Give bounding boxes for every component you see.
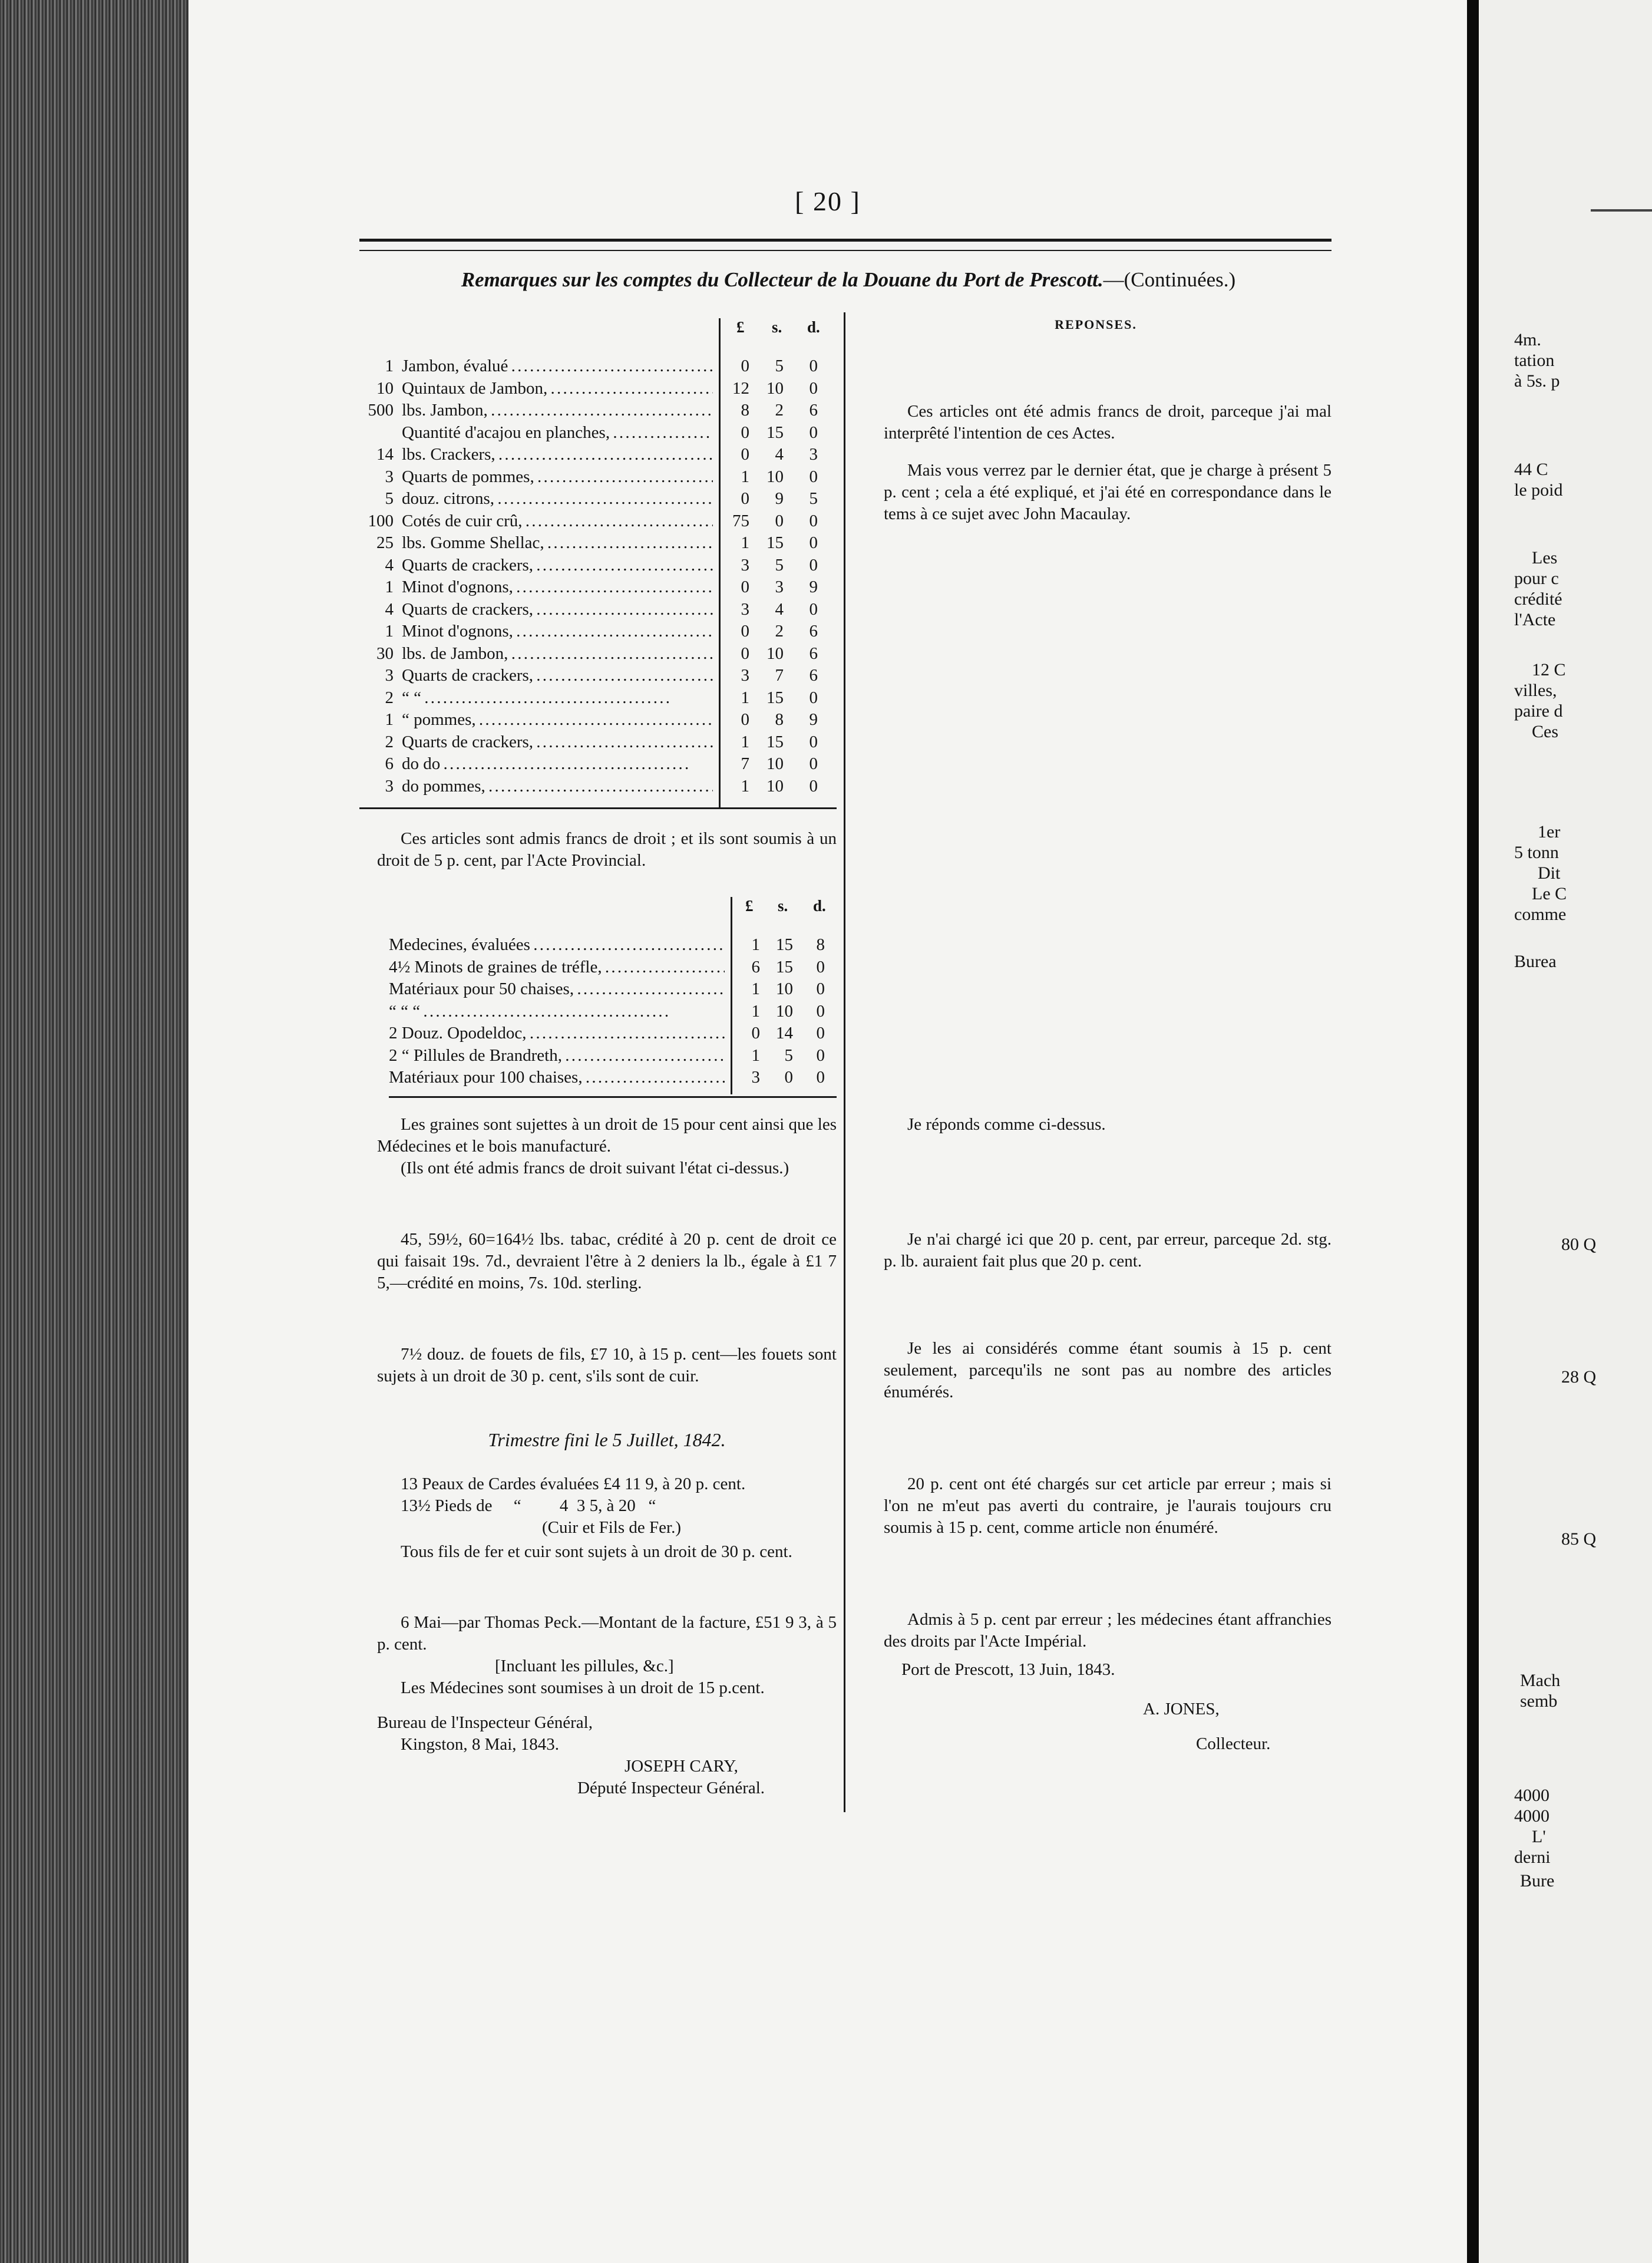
answer-1 (884, 401, 1331, 525)
row-pence: 0 (816, 1001, 825, 1021)
row-pence: 0 (809, 357, 818, 375)
row-shillings: 2 (775, 622, 784, 641)
row-pounds: 1 (741, 732, 749, 751)
row-pence: 0 (809, 776, 818, 796)
row-shillings: 10 (766, 378, 784, 398)
facing-page-text-fragment: paire d (1514, 701, 1563, 721)
row-item: lbs. Jambon, . . . (402, 401, 713, 420)
row-item: douz. citrons, . . . (402, 489, 713, 509)
facing-page-text-fragment: 4m. (1514, 330, 1541, 349)
row-pence: 0 (809, 533, 818, 552)
row-pounds: 1 (741, 533, 749, 552)
answer-5-text: Je les ai considérés comme étant soumis à 15 p. cent seulement, parcequ'ils ne sont pas au nombre des articles énumérés. (884, 1339, 1331, 1401)
row-quantity: 10 (376, 378, 394, 398)
row-shillings: 5 (775, 555, 784, 575)
row-quantity: 6 (385, 754, 394, 773)
remark-7-text: 6 Mai—par Thomas Peck.—Montant de la facture, £51 9 3, à 5 p. cent. (377, 1613, 837, 1654)
row-shillings: 10 (766, 467, 784, 486)
row-item: Medecines, évaluées . . . (389, 935, 725, 955)
row-item: Matériaux pour 50 chaises, . . . (389, 979, 725, 999)
row-quantity: 1 (385, 357, 394, 375)
document-page (189, 0, 1467, 2263)
facing-page-text-fragment: Dit (1538, 863, 1561, 883)
answer-7 (884, 1609, 1331, 1652)
row-item: 2 “ Pillules de Brandreth, . . . (389, 1046, 725, 1065)
row-shillings: 10 (766, 754, 784, 773)
title-main: Remarques sur les comptes du Collecteur de la Douane du Port de Prescott. (461, 268, 1103, 291)
row-pounds: 6 (751, 957, 760, 977)
row-shillings: 4 (775, 445, 784, 464)
facing-page-text-fragment: tation (1514, 351, 1555, 370)
row-shillings: 7 (775, 666, 784, 685)
table2-bottom-rule (389, 1096, 837, 1098)
facing-page-text-fragment: 1er (1538, 822, 1561, 842)
row-item: Quarts de crackers, . . . (402, 556, 713, 575)
row-quantity: 100 (368, 511, 394, 530)
table2-divider (731, 897, 732, 1094)
signature-right (901, 1659, 1349, 1755)
row-pounds: 0 (741, 423, 749, 442)
row-quantity: 1 (385, 622, 394, 641)
signature-left (377, 1712, 837, 1799)
row-shillings: 5 (784, 1045, 793, 1065)
row-shillings: 10 (776, 1001, 793, 1021)
row-item: Quarts de crackers, . . . (402, 600, 713, 619)
facing-page-rule (1591, 209, 1652, 212)
facing-page-text-fragment: le poid (1514, 480, 1563, 500)
facing-page-text-fragment: 85 Q (1561, 1529, 1597, 1549)
answer-4 (884, 1229, 1331, 1272)
signature-right-role: Collecteur. (1196, 1734, 1271, 1753)
remark-3-para-2: (Ils ont été admis francs de droit suivant l'état ci-dessus.) (401, 1159, 789, 1177)
facing-page-text-fragment: pour c (1514, 569, 1559, 588)
row-item: lbs. Crackers, . . . (402, 445, 713, 464)
row-pounds: 0 (741, 710, 749, 729)
header-pounds: £ (736, 318, 745, 336)
row-pounds: 3 (741, 555, 749, 575)
remark-7-last: Les Médecines sont soumises à un droit de 15 p.cent. (401, 1678, 765, 1697)
row-pence: 0 (809, 378, 818, 398)
row-pence: 0 (809, 423, 818, 442)
row-shillings: 10 (766, 776, 784, 796)
row-item: Minot d'ognons, . . . (402, 578, 713, 597)
row-item: 4½ Minots de graines de tréfle, . . . (389, 958, 725, 977)
row-shillings: 15 (776, 957, 793, 977)
facing-page-text-fragment: Bure (1520, 1871, 1555, 1891)
facing-page-text-fragment: 44 C (1514, 460, 1548, 479)
remark-7-bracket: [Incluant les pillules, &c.] (495, 1657, 674, 1675)
page-gutter (1467, 0, 1479, 2263)
row-quantity: 500 (368, 401, 394, 420)
row-item: do pommes, . . . (402, 777, 713, 796)
page-title (365, 268, 1331, 292)
facing-page-fragment (1479, 0, 1652, 2263)
row-quantity: 2 (385, 732, 394, 751)
column-divider (844, 312, 845, 1812)
row-quantity: 25 (376, 533, 394, 552)
remark-6 (401, 1473, 848, 1539)
row-quantity: 3 (385, 666, 394, 685)
signature-right-place-date: Port de Prescott, 13 Juin, 1843. (901, 1660, 1115, 1679)
row-pounds: 1 (751, 1045, 760, 1065)
remarks-table-1 (359, 318, 837, 807)
remark-4 (377, 1229, 837, 1294)
facing-page-text-fragment: 5 tonn (1514, 843, 1559, 862)
remarks-table-2 (389, 897, 837, 1097)
row-item: Matériaux pour 100 chaises, . . . (389, 1068, 725, 1087)
answer-3-text: Je réponds comme ci-dessus. (907, 1115, 1106, 1134)
row-pence: 0 (816, 1024, 825, 1043)
remark-6-line-2: 13½ Pieds de “ 4 3 5, à 20 “ (401, 1496, 656, 1515)
facing-page-text-fragment: Burea (1514, 952, 1557, 971)
header-rule (359, 239, 1331, 251)
row-pence: 0 (809, 511, 818, 530)
remark-3-para-1: Les graines sont sujettes à un droit de 15 pour cent ainsi que les Médecines et le bois manufacturé. (377, 1115, 837, 1156)
row-pounds: 0 (741, 357, 749, 375)
row-pence: 0 (816, 957, 825, 977)
facing-page-text-fragment: 28 Q (1561, 1367, 1597, 1387)
row-quantity: 4 (385, 599, 394, 619)
row-pounds: 0 (741, 445, 749, 464)
remark-3 (377, 1114, 837, 1179)
remark-4-text: 45, 59½, 60=164½ lbs. tabac, crédité à 20 p. cent de droit ce qui faisait 19s. 7d., devraient l'être à 2 deniers la lb., égale à £1 7 5,—crédité en moins, 7s. 10d. sterling. (377, 1230, 837, 1292)
row-quantity: 1 (385, 578, 394, 596)
row-pounds: 7 (741, 754, 749, 773)
row-item: “ pommes, . . . (402, 710, 713, 730)
row-quantity: 1 (385, 710, 394, 729)
row-pounds: 0 (741, 578, 749, 596)
row-shillings: 5 (775, 357, 784, 375)
facing-page-text-fragment: Les (1532, 548, 1558, 568)
answer-6 (884, 1473, 1331, 1539)
row-pounds: 0 (741, 622, 749, 641)
row-shillings: 9 (775, 489, 784, 508)
row-pence: 0 (816, 1045, 825, 1065)
facing-page-text-fragment: crédité (1514, 589, 1562, 609)
row-pence: 6 (809, 401, 818, 420)
row-shillings: 15 (776, 935, 793, 954)
signature-left-place-date: Kingston, 8 Mai, 1843. (401, 1735, 560, 1754)
facing-page-text-fragment: villes, (1514, 681, 1557, 700)
row-pence: 0 (809, 555, 818, 575)
answer-4-text: Je n'ai chargé ici que 20 p. cent, par erreur, parceque 2d. stg. p. lb. auraient fait plus que 20 p. cent. (884, 1230, 1331, 1271)
row-pounds: 0 (741, 644, 749, 663)
row-shillings: 10 (776, 979, 793, 998)
answer-6-text: 20 p. cent ont été chargés sur cet article par erreur ; mais si l'on ne m'eut pas averti du contraire, je l'aurais toujours cru soumis à 15 p. cent, comme article non énuméré. (884, 1474, 1331, 1537)
header-pence: d. (807, 318, 820, 336)
row-quantity: 30 (376, 644, 394, 663)
row-quantity: 5 (385, 489, 394, 508)
row-item: 2 Douz. Opodeldoc, . . . (389, 1024, 725, 1043)
row-item: lbs. de Jambon, . . . (402, 644, 713, 664)
remark-6-line-3: (Cuir et Fils de Fer.) (542, 1518, 682, 1537)
row-pence: 0 (816, 1068, 825, 1087)
facing-page-text-fragment: Le C (1532, 884, 1567, 903)
row-pounds: 8 (741, 401, 749, 420)
signature-left-role: Député Inspecteur Général. (577, 1779, 765, 1797)
facing-page-text-fragment: comme (1514, 905, 1567, 924)
signature-left-office: Bureau de l'Inspecteur Général, (377, 1713, 593, 1732)
remark-6-para (377, 1541, 837, 1563)
row-pounds: 0 (741, 489, 749, 508)
row-pence: 0 (809, 688, 818, 707)
row-pence: 3 (809, 445, 818, 464)
row-item: Jambon, évalué . . . (402, 357, 713, 376)
row-pounds: 1 (751, 1001, 760, 1021)
row-pence: 9 (809, 710, 818, 729)
answer-5 (884, 1338, 1331, 1403)
row-pence: 6 (809, 644, 818, 663)
row-pounds: 1 (751, 935, 760, 954)
facing-page-text-fragment: semb (1520, 1691, 1558, 1711)
row-shillings: 14 (776, 1024, 793, 1043)
row-pence: 8 (816, 935, 825, 954)
remark-2 (377, 828, 837, 872)
remark-2-text: Ces articles sont admis francs de droit ; et ils sont soumis à un droit de 5 p. cent, par l'Acte Provincial. (377, 829, 837, 870)
row-pounds: 1 (741, 688, 749, 707)
row-pence: 0 (816, 979, 825, 998)
row-quantity: 3 (385, 467, 394, 486)
header-pence: d. (813, 897, 826, 915)
row-pounds: 3 (741, 666, 749, 685)
row-pence: 0 (809, 599, 818, 619)
table1-bottom-rule (359, 807, 837, 809)
facing-page-text-fragment: 80 Q (1561, 1235, 1597, 1254)
row-pounds: 3 (741, 599, 749, 619)
row-pence: 6 (809, 666, 818, 685)
row-item: “ “ “ . . . (389, 1002, 725, 1021)
row-item: Quantité d'acajou en planches, . . . (402, 423, 713, 443)
facing-page-text-fragment: 4000 (1514, 1806, 1549, 1826)
remark-6-line-1: 13 Peaux de Cardes évaluées £4 11 9, à 20 p. cent. (401, 1474, 746, 1493)
row-pounds: 1 (751, 979, 760, 998)
header-shillings: s. (778, 897, 788, 915)
answer-7-text: Admis à 5 p. cent par erreur ; les médecines étant affranchies des droits par l'Acte Impérial. (884, 1610, 1331, 1651)
facing-page-text-fragment: l'Acte (1514, 610, 1556, 629)
remark-6-para-text: Tous fils de fer et cuir sont sujets à un droit de 30 p. cent. (401, 1542, 792, 1561)
title-tail: —(Continuées.) (1103, 268, 1236, 291)
row-pence: 9 (809, 578, 818, 596)
answer-3 (884, 1114, 1331, 1136)
row-quantity: 2 (385, 688, 394, 707)
table1-divider (719, 318, 721, 807)
facing-page-text-fragment: 12 C (1532, 660, 1566, 679)
row-pence: 0 (809, 754, 818, 773)
facing-page-text-fragment: 4000 (1514, 1786, 1549, 1805)
remark-7-extra (401, 1655, 848, 1699)
row-shillings: 15 (766, 732, 784, 751)
row-pounds: 1 (741, 467, 749, 486)
row-pence: 5 (809, 489, 818, 508)
row-pence: 0 (809, 732, 818, 751)
answer-1-para-2: Mais vous verrez par le dernier état, que je charge à présent 5 p. cent ; cela a été expliqué, et j'ai été en correspondance dans le tems à ce sujet avec John Macaulay. (884, 461, 1331, 523)
row-quantity: 14 (376, 445, 394, 464)
row-shillings: 15 (766, 533, 784, 552)
signature-left-name: JOSEPH CARY, (625, 1757, 738, 1776)
reponses-heading: REPONSES. (1055, 317, 1137, 332)
header-pounds: £ (745, 897, 754, 915)
row-pounds: 0 (751, 1024, 760, 1043)
row-pence: 6 (809, 622, 818, 641)
answer-1-para-1: Ces articles ont été admis francs de droit, parceque j'ai mal interprêté l'intention de ces Actes. (884, 402, 1331, 443)
row-shillings: 8 (775, 710, 784, 729)
row-item: Quarts de pommes, . . . (402, 467, 713, 487)
row-shillings: 2 (775, 401, 784, 420)
page-number: [ 20 ] (795, 186, 861, 216)
remark-5 (377, 1344, 837, 1387)
row-item: Cotés de cuir crû, . . . (402, 512, 713, 531)
row-item: “ “ . . . (402, 688, 713, 708)
header-shillings: s. (772, 318, 782, 336)
row-pounds: 3 (751, 1068, 760, 1087)
remark-7 (377, 1612, 837, 1655)
row-shillings: 4 (775, 599, 784, 619)
row-item: Quarts de crackers, . . . (402, 666, 713, 685)
row-pence: 0 (809, 467, 818, 486)
facing-page-text-fragment: derni (1514, 1848, 1551, 1867)
row-item: Minot d'ognons, . . . (402, 622, 713, 641)
signature-right-name: A. JONES, (1143, 1700, 1220, 1718)
row-shillings: 15 (766, 423, 784, 442)
row-item: do do . . . (402, 754, 713, 774)
row-quantity: 4 (385, 555, 394, 575)
row-pounds: 75 (732, 511, 749, 530)
row-shillings: 0 (775, 511, 784, 530)
row-quantity: 3 (385, 776, 394, 796)
row-shillings: 3 (775, 578, 784, 596)
row-shillings: 0 (784, 1068, 793, 1087)
row-shillings: 10 (766, 644, 784, 663)
facing-page-text-fragment: à 5s. p (1514, 371, 1560, 391)
row-pounds: 12 (732, 378, 749, 398)
row-item: Quintaux de Jambon, . . . (402, 379, 713, 398)
quarter-heading: Trimestre fini le 5 Juillet, 1842. (488, 1429, 726, 1450)
book-edge (0, 0, 189, 2263)
row-item: lbs. Gomme Shellac, . . . (402, 533, 713, 553)
facing-page-text-fragment: L' (1532, 1827, 1546, 1846)
row-pounds: 1 (741, 776, 749, 796)
facing-page-text-fragment: Ces (1532, 722, 1558, 741)
row-item: Quarts de crackers, . . . (402, 733, 713, 752)
remark-5-text: 7½ douz. de fouets de fils, £7 10, à 15 p. cent—les fouets sont sujets à un droit de 30 p. cent, s'ils sont de cuir. (377, 1345, 837, 1385)
facing-page-text-fragment: Mach (1520, 1671, 1561, 1690)
row-shillings: 15 (766, 688, 784, 707)
